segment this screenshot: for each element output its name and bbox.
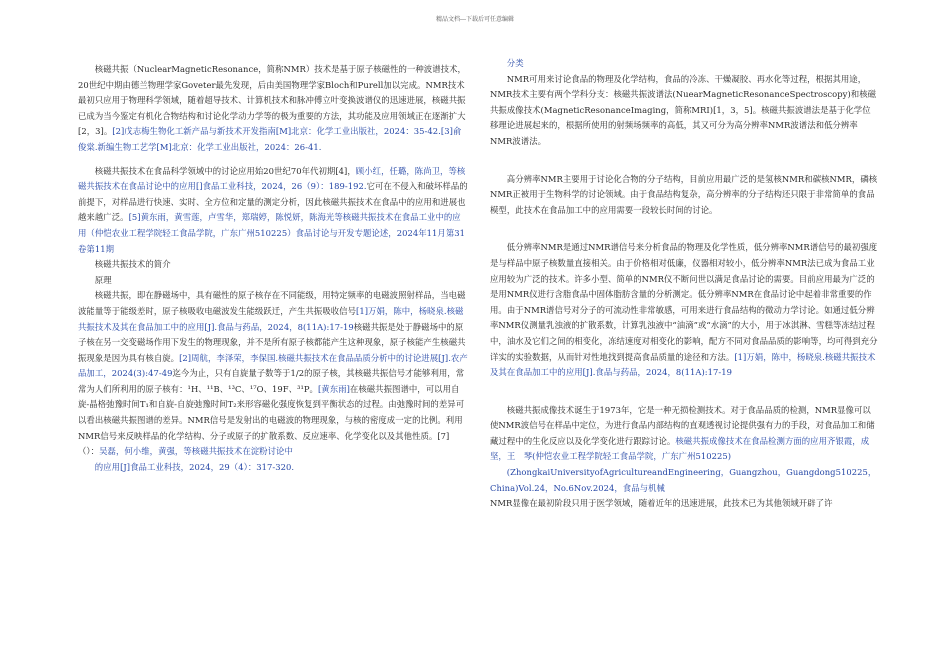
section-heading-classification: 分类: [506, 58, 524, 68]
principle-reference-tail: 的应用[J]食品工业科技，2024，29（4）：317-320.: [94, 461, 295, 472]
principle-reference-link-3[interactable]: [黄东雨]: [317, 383, 350, 394]
principle-text-d: 在核磁共振图谱中，可以用自旋-晶格弛豫时间T₁和自旋-自旋弛豫时间T₂来形容磁化强度恢复到平衡状态的过程。由弛豫时间的差异可以看出核磁共振图谱的差异。NMR信号是发射出的电磁波的物理现象，与核的密度成一定的比例。利用NMR信号来反映样品的化学结构、分子或原子的扩散系数、反应速率、化学变化以及其他性质。: [78, 383, 465, 441]
principle-text-c: 迄今为止，只有自旋量子数等于1/2的原子核，其核磁共振信号才能够利用，常常为人们所利用的原子核有：: [78, 368, 465, 394]
left-column: [78, 62, 468, 475]
principle-reference-link-2[interactable]: [2]周航，李泽荣，李保国.核磁共振技术在食品品质分析中的讨论进展[J].农产品加工，2024(3):47-49: [78, 352, 468, 379]
paragraph-imaging-history: NMR显像在最初阶段只用于医学领域，随着近年的迅速进展，此技术已为其他领域开辟了许: [490, 498, 833, 509]
paragraph-history: [78, 164, 468, 258]
paragraph-high-resolution: 高分辨率NMR主要用于讨论化合物的分子结构，目前应用最广泛的是氢核NMR和碳核NMR，磷核NMR正被用于生物科学的讨论领域。由于食品结构复杂，高分辨率的分子结构还只限于非常简单的食品模型，此技术在食品加工中的应用需要一段较长时间的讨论。: [490, 173, 878, 215]
imaging-reference-link[interactable]: 核磁共振成像技术在食品检测方面的应用齐银霞，成 坚，王 琴(仲恺农业工程学院轻工食品学院，广东广州510225): [490, 435, 878, 462]
principle-text-b: 核磁共振是处于静磁场中的原子核在另一交变磁场作用下发生的物理现象，并不是所有原子核都能产生这种现象，原子核能产生核磁共振现象是因为具有核自旋。: [78, 321, 466, 363]
principle-text-e: [7]（）：: [78, 430, 450, 457]
imaging-text: 核磁共振成像技术诞生于1973年，它是一种无损检测技术。对于食品品质的检测，NMR显像可以使NMR波信号在样品中定位，为进行食品内部结构的直观透视讨论提供强有力的手段，对食品加工和储藏过程中的生化反应以及化学变化进行跟踪讨论。: [490, 404, 875, 446]
intro-reference-link[interactable]: [2]戊志梅生物化工新产品与新技术开发指南[M]北京：化学工业出版社，2024：35-42.[3]俞俊棠.新编生物工艺学[M]北京：化学工业出版社，2024：26-41.: [78, 126, 462, 152]
paragraph-low-resolution: [490, 240, 878, 380]
history-text-a: 核磁共振技术在食品科学领域中的讨论应用始20世纪70年代初期[4]，: [94, 165, 356, 176]
principle-reference-link-4[interactable]: 吴磊，何小维，黄强，等核磁共振技术在淀粉讨论中: [99, 446, 293, 457]
history-reference-link-2[interactable]: [5]黄东雨，黄雪莲，卢雪华，郑瑞婷，陈悦妍，陈海光等核磁共振技术在食品工业中的应用（仲恺农业工程学院轻工食品学院，广东广州510225）食品讨论与开发专题论述，2024年11月第31卷第11期: [78, 212, 466, 254]
principle-text-a: 核磁共振，即在静磁场中，具有磁性的原子核存在不同能级，用特定频率的电磁波照射样品，当电磁波能量等于能级差时，原子核吸收电磁波发生能级跃迁，产生共振吸收信号: [78, 290, 466, 316]
low-resolution-reference-link[interactable]: [1]万娟，陈中，杨晓泉.核磁共振技术及其在食品加工中的应用[J].食品与药品，2024，8(11A):17-19: [490, 351, 876, 378]
section-heading-principle: 原理: [94, 274, 112, 285]
history-reference-link-1[interactable]: 顾小红，任璐，陈尚卫，等核磁共振技术在食品讨论中的应用[]食品工业科技，2024，26（9）：189-192.: [78, 165, 466, 192]
low-resolution-text: 低分辨率NMR是通过NMR谱信号来分析食品的物理及化学性质，低分辨率NMR谱信号的最初强度是与样品中原子核数量直接相关。由于价格相对低廉，仪器相对较小，低分辨率NMR法已成为食品工业应用较为广泛的技术。许多小型、简单的NMR仪不断问世以满足食品讨论的需要。目前应用最为广泛的是用NMR仪进行含脂食品中固体脂肪含量的分析测定。低分辨率NMR在食品讨论中起着非常重要的作用。由于NMR谱信号对分子的可流动性非常敏感，可用来进行食品结构的微动力学讨论。如通过低分辨率NMR仪测量乳浊液的扩散系数，计算乳浊液中“油滴”或“水滴”的大小，用于冰淇淋、雪糕等冻结过程中，油水及它们之间的相变化，冻结速度对相变化的影响，配方不同对食品品质的影响等，均可得到充分详实的实验数据，从而针对性地找到提高食品质量的途径和方法。: [490, 242, 878, 362]
nuclei-list: ¹H、¹¹B、¹³C、¹⁷O、19F、³¹P。: [187, 383, 318, 394]
history-text-b: 它可在不侵入和破坏样品的前提下，对样品进行快速、实时、全方位和定量的测定分析，因此核磁共振技术在食品中的应用和进展也越来越广泛。: [78, 181, 468, 223]
imaging-reference-link-2[interactable]: (ZhongkaiUniversityofAgricultureandEngineering，Guangzhou，Guangdong510225，China)Vol.24，No.6Nov.2024，食品与机械: [490, 467, 877, 493]
intro-text: 核磁共振（NuclearMagneticResonance，简称NMR）技术是基于原子核磁性的一种波谱技术，20世纪中期由德兰物理学家Goveter最先发现，后由美国物理学家Bloch和Purell加以完成。NMR技术最初只应用于物理科学领域，随着超导技术、计算机技术和脉冲傅立叶变换波谱仪的迅速进展，核磁共振已成为当今鉴定有机化合物结构和讨论化学动力学等的极为重要的方法，其功能及应用领域正在逐渐扩大[2，3]。: [78, 64, 466, 137]
section-heading-intro: 核磁共振技术的简介: [94, 259, 171, 270]
right-column: [490, 58, 878, 512]
principle-reference-link-1[interactable]: [1]万娟，陈中，杨晓泉.核磁共振技术及其在食品加工中的应用[J].食品与药品，2024，8(11A):17-19: [78, 305, 464, 332]
paragraph-classification: NMR可用来讨论食品的物理及化学结构，食品的冷冻、干燥凝胶、再水化等过程，根据其用途，NMR技术主要有两个学科分支：核磁共振波谱法(NuearMagneticResonanceSpectroscopy)和核磁共振成像技术(MagneticResonanceImaging，简称MRI)[1，3，5]。核磁共振波谱法是基于化学位移理论进展起来的，根据所使用的射频场频率的高低，其又可分为高分辨率NMR波谱法和低分辨率NMR波谱法。: [490, 73, 877, 146]
page-header: 精品文档---下载后可任意编辑: [435, 16, 515, 23]
paragraph-principle: [78, 288, 468, 460]
paragraph-imaging: [490, 403, 878, 465]
paragraph-intro: [78, 62, 468, 156]
